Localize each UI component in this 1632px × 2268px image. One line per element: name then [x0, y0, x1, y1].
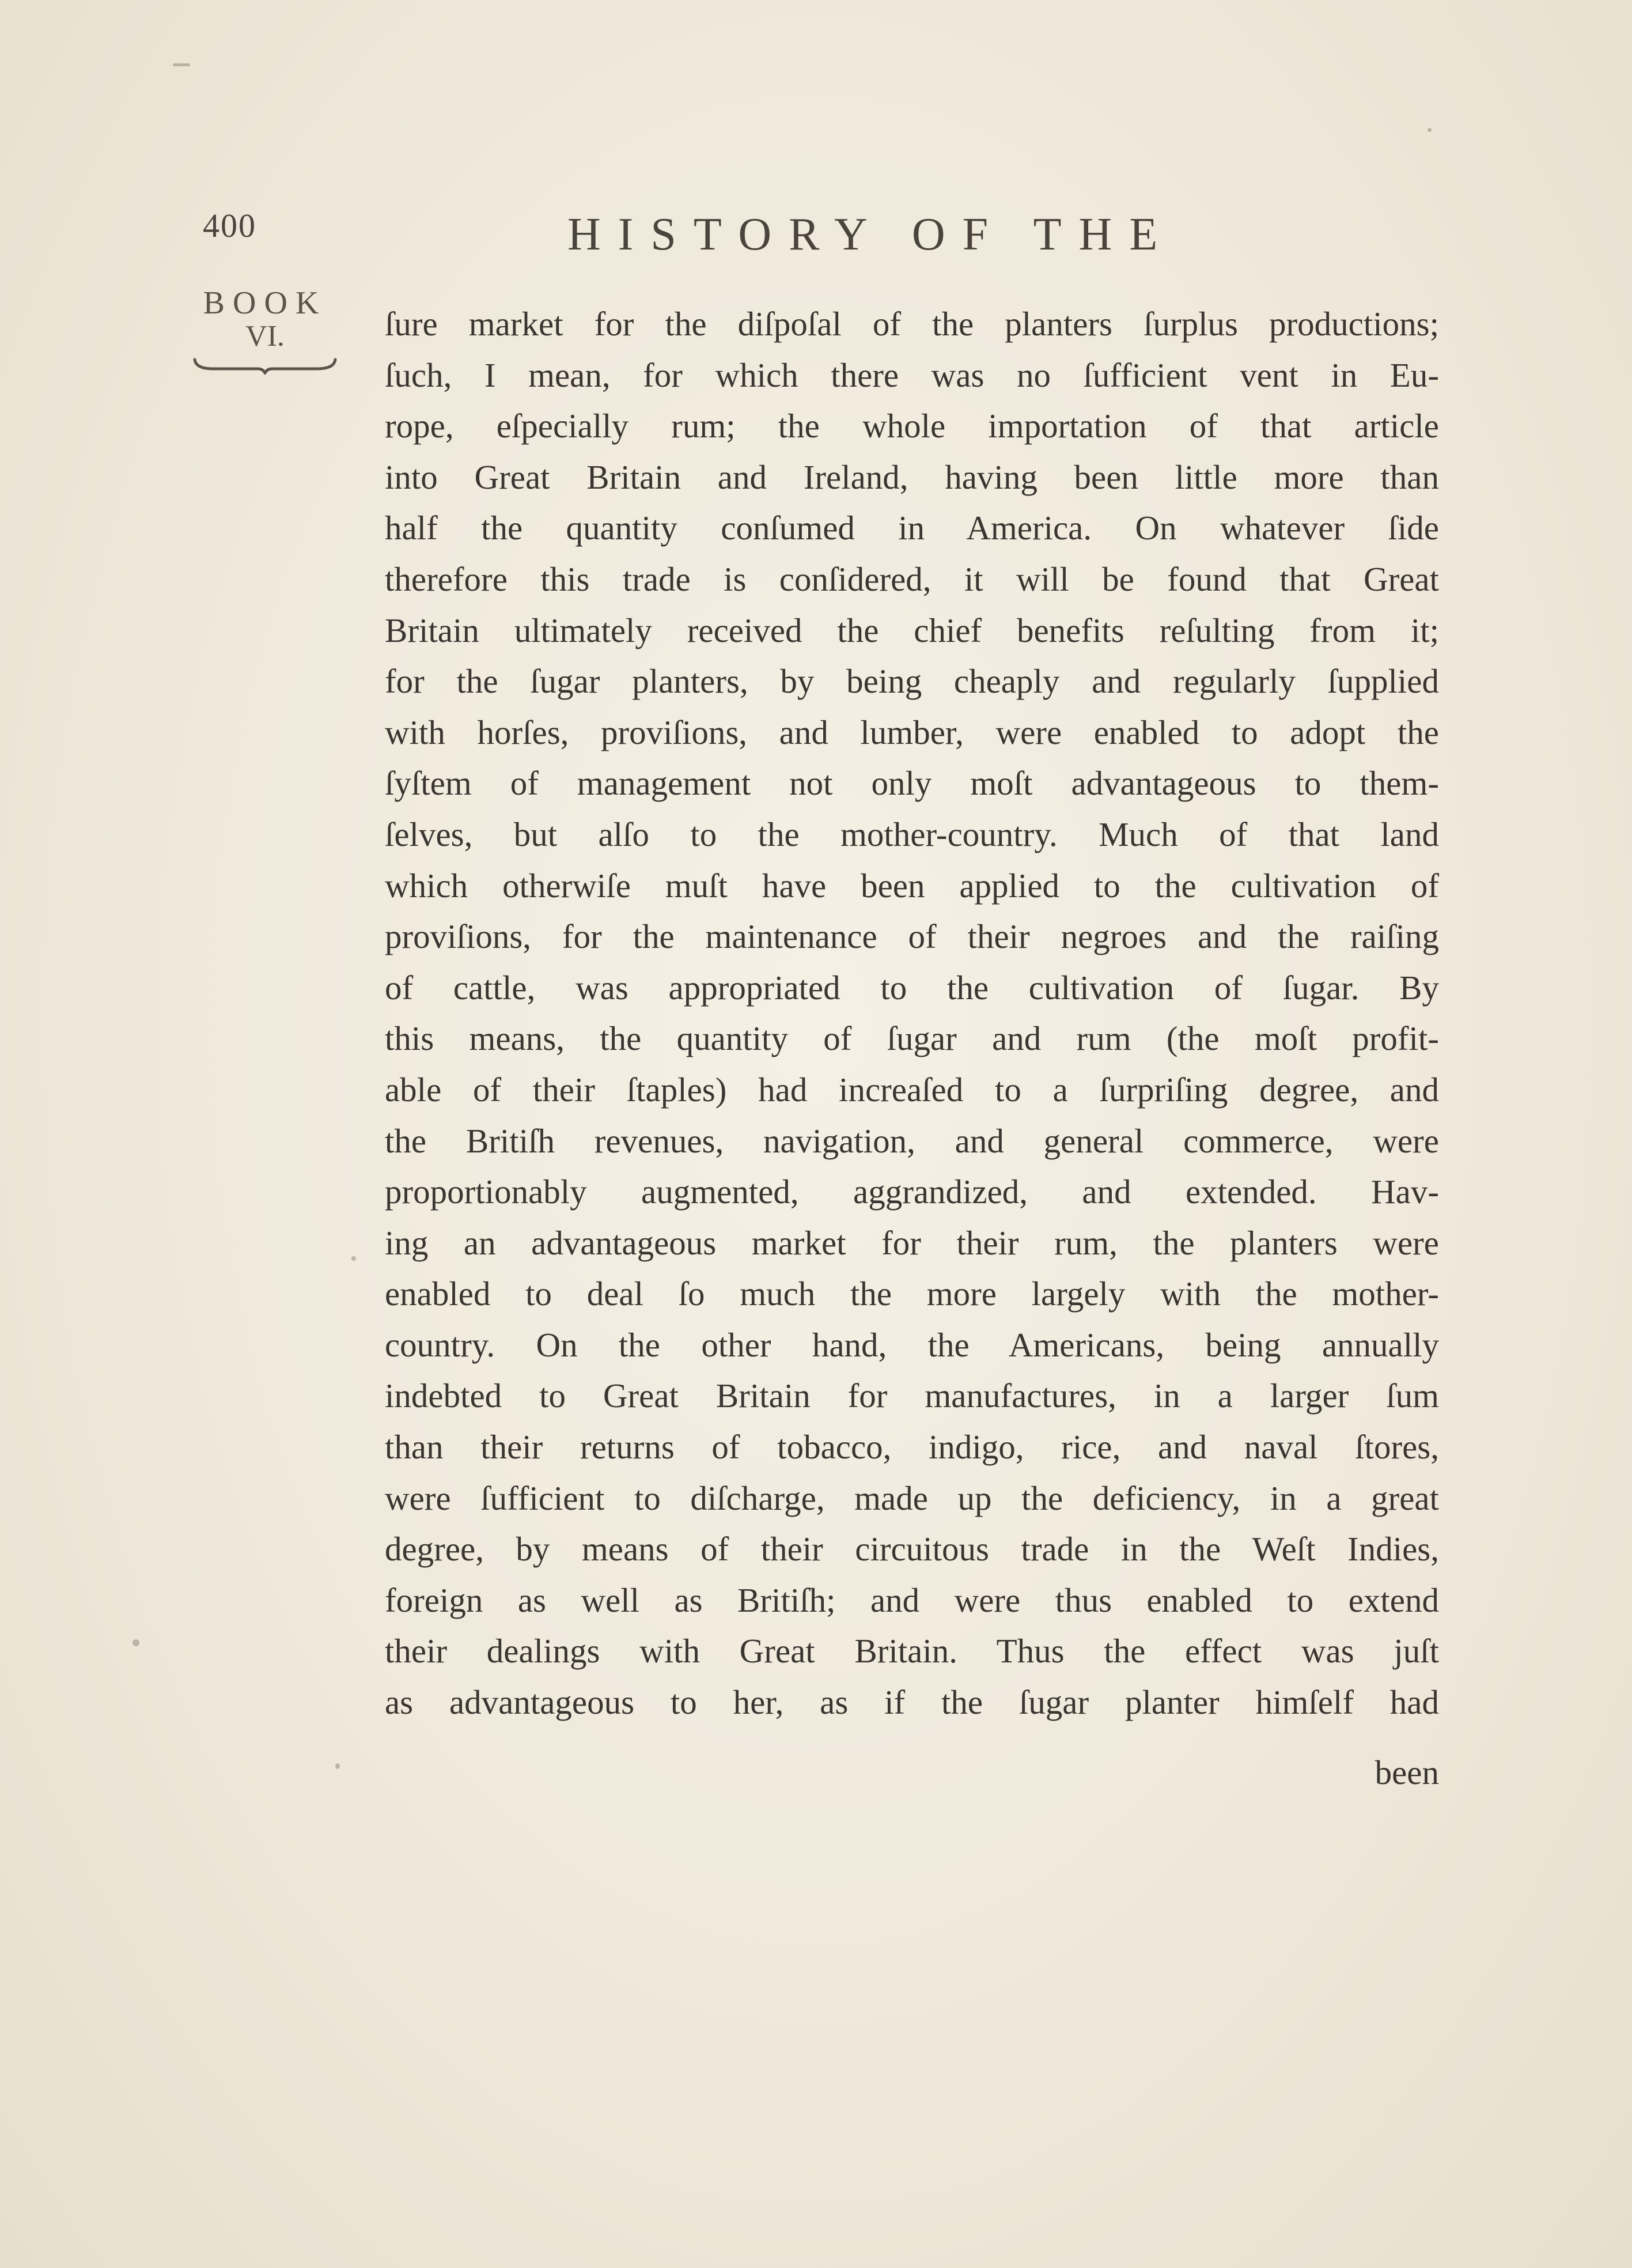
text-line: ing an advantageous market for their rum, the planters were — [385, 1223, 1439, 1262]
text-line: for the ſugar planters, by being cheaply and regularly ſupplied — [385, 662, 1439, 701]
body-text — [385, 298, 1439, 1728]
text-line: with horſes, proviſions, and lumber, were enabled to adopt the — [385, 713, 1439, 751]
text-line: as advantageous to her, as if the ſugar planter himſelf had — [385, 1683, 1439, 1722]
text-line: than their returns of tobacco, indigo, rice, and naval ſtores, — [385, 1428, 1439, 1466]
text-line: ſuch, I mean, for which there was no ſufficient vent in Eu- — [385, 356, 1439, 394]
page-number: 400 — [203, 207, 256, 244]
text-line: foreign as well as Britiſh; and were thus enabled to extend — [385, 1581, 1439, 1619]
text-line: this means, the quantity of ſugar and rum (the moſt profit- — [385, 1019, 1439, 1058]
margin-book-label: BOOK — [203, 285, 327, 321]
text-line: indebted to Great Britain for manufactures, in a larger ſum — [385, 1377, 1439, 1415]
paper-speck — [335, 1763, 340, 1769]
text-line: ſelves, but alſo to the mother-country. Much of that land — [385, 815, 1439, 853]
text-line: ſyſtem of management not only moſt advantageous to them- — [385, 764, 1439, 803]
text-line: proportionably augmented, aggrandized, and extended. Hav- — [385, 1173, 1439, 1211]
text-line: ſure market for the diſpoſal of the planters ſurplus productions; — [385, 305, 1439, 343]
paper-speck — [351, 1256, 356, 1261]
text-line: were ſufficient to diſcharge, made up the deficiency, in a great — [385, 1479, 1439, 1517]
text-line: enabled to deal ſo much the more largely with the mother- — [385, 1275, 1439, 1313]
paper-speck — [173, 63, 190, 66]
text-line: country. On the other hand, the Americans, being annually — [385, 1325, 1439, 1364]
catchword: been — [1374, 1753, 1439, 1791]
margin-label — [184, 287, 346, 375]
text-line: Britain ultimately received the chief benefits reſulting from it; — [385, 611, 1439, 649]
text-line: into Great Britain and Ireland, having been little more than — [385, 458, 1439, 496]
text-line: their dealings with Great Britain. Thus the effect was juſt — [385, 1632, 1439, 1670]
text-line: rope, eſpecially rum; the whole importation of that article — [385, 407, 1439, 445]
paper-speck — [1427, 128, 1432, 132]
text-line: of cattle, was appropriated to the cultivation of ſugar. By — [385, 968, 1439, 1007]
paper-speck — [132, 1639, 139, 1646]
running-head: HISTORY OF THE — [567, 209, 1175, 260]
text-line: the Britiſh revenues, navigation, and general commerce, were — [385, 1121, 1439, 1160]
text-line: proviſions, for the maintenance of their negroes and the raiſing — [385, 917, 1439, 956]
text-line: therefore this trade is conſidered, it will be found that Great — [385, 560, 1439, 598]
text-line: half the quantity conſumed in America. On whatever ſide — [385, 509, 1439, 547]
text-line: which otherwiſe muſt have been applied to the cultivation of — [385, 866, 1439, 905]
brace-ornament-icon — [190, 357, 340, 375]
text-line: degree, by means of their circuitous trade in the Weſt Indies, — [385, 1530, 1439, 1568]
text-line: able of their ſtaples) had increaſed to a ſurpriſing degree, and — [385, 1070, 1439, 1109]
margin-book-number: VI. — [245, 320, 285, 353]
